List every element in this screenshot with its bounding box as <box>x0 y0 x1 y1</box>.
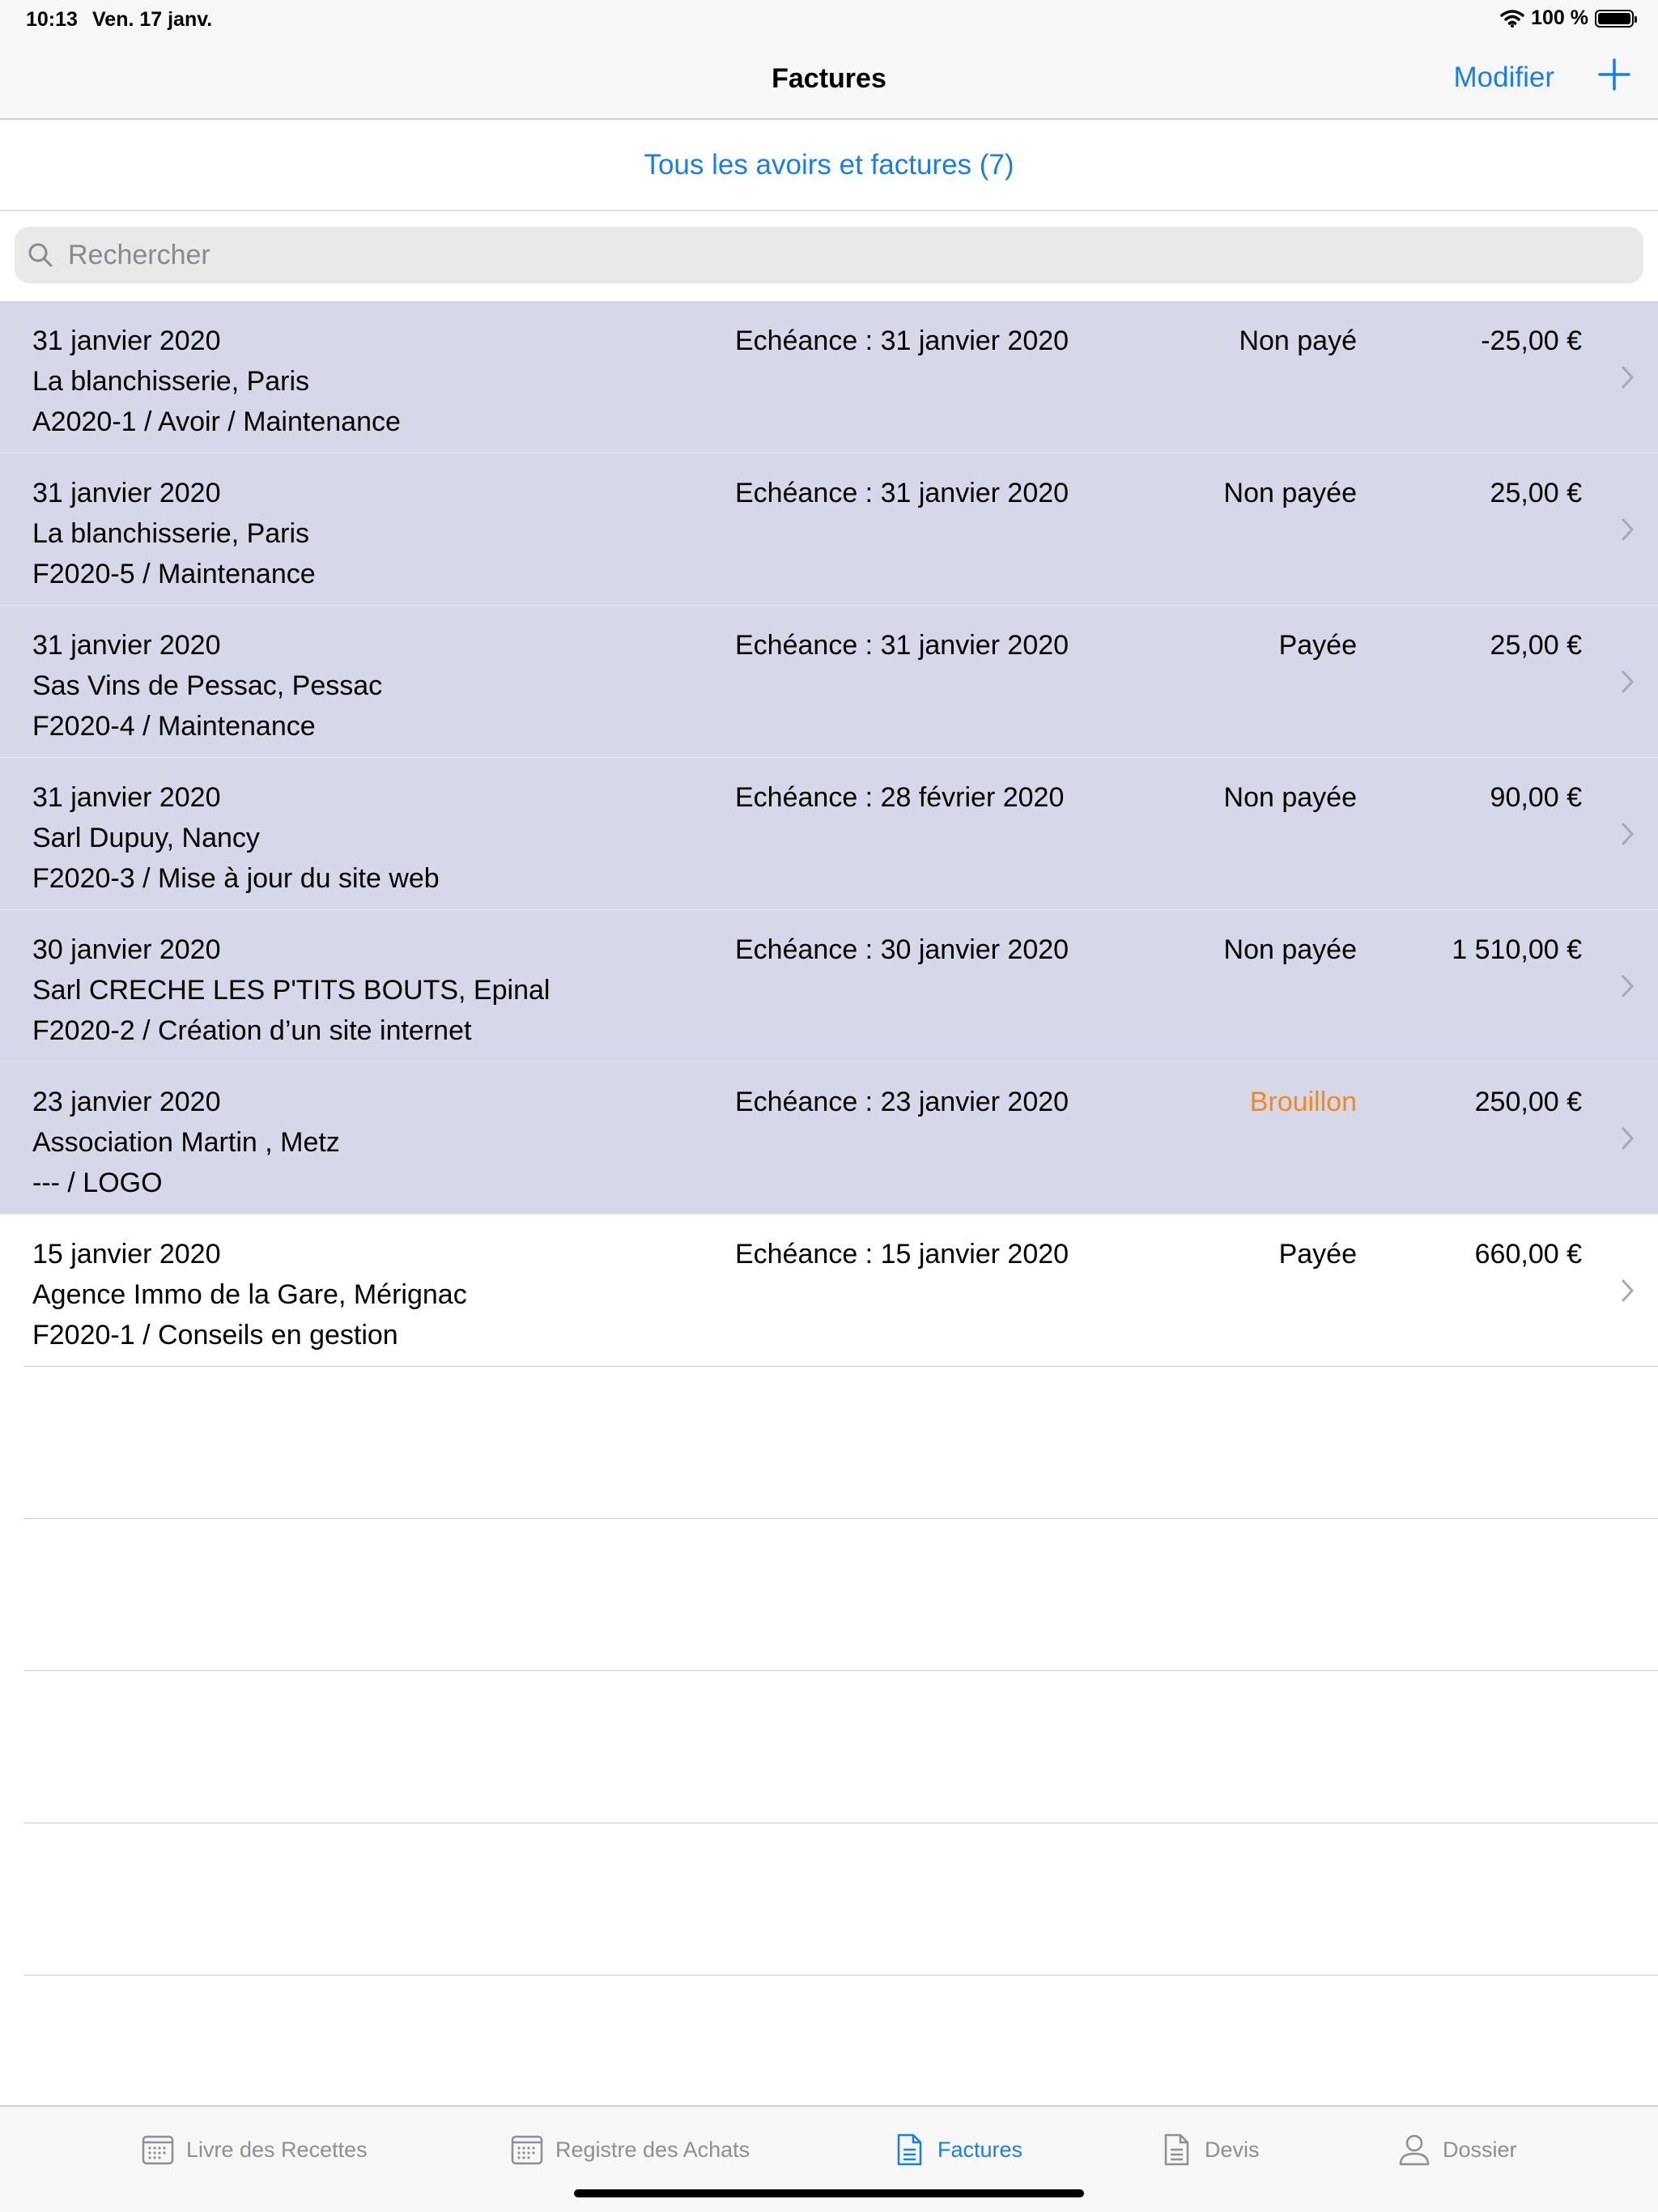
chevron-right-icon <box>1621 973 1635 999</box>
wifi-icon <box>1500 9 1524 28</box>
calendar-icon <box>141 2133 175 2167</box>
chevron-right-icon <box>1621 821 1635 847</box>
invoice-amount: 660,00 € <box>1474 1239 1582 1270</box>
invoice-date: 31 janvier 2020 <box>32 782 221 813</box>
tab-label: Devis <box>1205 2137 1260 2162</box>
invoice-status: Non payée <box>1223 782 1357 813</box>
invoice-status: Non payé <box>1239 325 1357 356</box>
invoice-status: Non payée <box>1223 934 1357 965</box>
invoice-due-date: Echéance : 23 janvier 2020 <box>735 1087 1069 1117</box>
invoice-row[interactable] <box>0 910 1658 1062</box>
invoice-reference: F2020-1 / Conseils en gestion <box>32 1320 398 1351</box>
invoice-date: 15 janvier 2020 <box>32 1239 221 1270</box>
invoice-due-date: Echéance : 30 janvier 2020 <box>735 934 1069 965</box>
page-title: Factures <box>772 63 886 94</box>
invoice-reference: F2020-4 / Maintenance <box>32 711 316 742</box>
invoice-date: 30 janvier 2020 <box>32 934 221 965</box>
tab-dossier[interactable] <box>1397 2133 1517 2167</box>
calendar-icon <box>510 2133 544 2167</box>
search-bar[interactable] <box>15 227 1643 283</box>
invoice-due-date: Echéance : 31 janvier 2020 <box>735 630 1069 661</box>
invoice-amount: 25,00 € <box>1490 478 1582 508</box>
filter-all-invoices-link[interactable]: Tous les avoirs et factures (7) <box>644 149 1014 181</box>
invoice-status: Payée <box>1278 630 1357 661</box>
invoice-reference: F2020-2 / Création d’un site internet <box>32 1015 472 1046</box>
status-indicators <box>1500 6 1634 30</box>
invoice-row[interactable] <box>0 758 1658 910</box>
invoice-date: 31 janvier 2020 <box>32 325 221 356</box>
invoice-row[interactable] <box>0 453 1658 606</box>
invoice-status-draft: Brouillon <box>1249 1087 1357 1117</box>
invoice-due-date: Echéance : 31 janvier 2020 <box>735 478 1069 508</box>
invoice-client: Agence Immo de la Gare, Mérignac <box>32 1279 467 1310</box>
status-time: 10:13 <box>26 8 78 31</box>
chevron-right-icon <box>1621 1125 1635 1151</box>
invoice-client: La blanchisserie, Paris <box>32 366 310 397</box>
home-indicator <box>574 2189 1084 2197</box>
invoice-date: 31 janvier 2020 <box>32 478 221 508</box>
document-icon <box>892 2133 926 2167</box>
invoice-due-date: Echéance : 15 janvier 2020 <box>735 1239 1069 1270</box>
battery-icon <box>1595 10 1634 28</box>
tab-devis[interactable] <box>1159 2133 1260 2167</box>
invoice-due-date: Echéance : 28 février 2020 <box>735 782 1065 813</box>
tab-registre-des-achats[interactable] <box>510 2133 750 2167</box>
invoice-reference: F2020-5 / Maintenance <box>32 559 316 589</box>
invoice-status: Payée <box>1278 1239 1357 1270</box>
invoice-amount: 250,00 € <box>1474 1087 1582 1117</box>
status-bar <box>0 0 1658 40</box>
empty-row <box>0 1823 1658 1976</box>
empty-row <box>0 1519 1658 1671</box>
invoice-row[interactable] <box>0 606 1658 758</box>
tab-label: Registre des Achats <box>555 2137 750 2162</box>
invoice-status: Non payée <box>1223 478 1357 508</box>
filter-bar <box>0 120 1658 211</box>
invoice-reference: F2020-3 / Mise à jour du site web <box>32 863 440 894</box>
invoice-due-date: Echéance : 31 janvier 2020 <box>735 325 1069 356</box>
tab-livre-des-recettes[interactable] <box>141 2133 368 2167</box>
invoice-row[interactable] <box>0 1062 1658 1214</box>
invoice-row[interactable] <box>0 301 1658 453</box>
navigation-bar <box>0 40 1658 120</box>
invoice-row[interactable] <box>0 1214 1658 1367</box>
invoice-client: Sarl Dupuy, Nancy <box>32 823 260 853</box>
tab-label: Livre des Recettes <box>186 2137 368 2162</box>
chevron-right-icon <box>1621 517 1635 542</box>
invoice-amount: -25,00 € <box>1481 325 1582 356</box>
tab-label: Factures <box>937 2137 1023 2162</box>
invoice-client: Sas Vins de Pessac, Pessac <box>32 670 383 701</box>
invoice-reference: --- / LOGO <box>32 1168 163 1198</box>
tab-label: Dossier <box>1443 2137 1517 2162</box>
document-icon <box>1159 2133 1193 2167</box>
empty-row <box>0 1671 1658 1823</box>
invoice-date: 31 janvier 2020 <box>32 630 221 661</box>
invoice-amount: 25,00 € <box>1490 630 1582 661</box>
invoice-reference: A2020-1 / Avoir / Maintenance <box>32 406 401 437</box>
chevron-right-icon <box>1621 1278 1635 1304</box>
search-icon <box>26 240 55 270</box>
chevron-right-icon <box>1621 364 1635 390</box>
search-input[interactable] <box>66 239 1608 272</box>
invoice-client: Association Martin , Metz <box>32 1127 340 1158</box>
chevron-right-icon <box>1621 669 1635 695</box>
invoice-client: La blanchisserie, Paris <box>32 518 310 549</box>
invoice-amount: 90,00 € <box>1490 782 1582 813</box>
invoice-date: 23 janvier 2020 <box>32 1087 221 1117</box>
add-icon[interactable] <box>1596 57 1632 92</box>
empty-row <box>0 1367 1658 1519</box>
invoice-client: Sarl CRECHE LES P'TITS BOUTS, Epinal <box>32 975 551 1006</box>
status-date: Ven. 17 janv. <box>92 8 213 31</box>
person-icon <box>1397 2133 1431 2167</box>
battery-percent: 100 % <box>1531 6 1588 29</box>
invoice-amount: 1 510,00 € <box>1452 934 1582 965</box>
tab-factures[interactable] <box>892 2133 1022 2167</box>
edit-button[interactable]: Modifier <box>1453 62 1554 93</box>
invoice-list <box>0 301 1658 1976</box>
